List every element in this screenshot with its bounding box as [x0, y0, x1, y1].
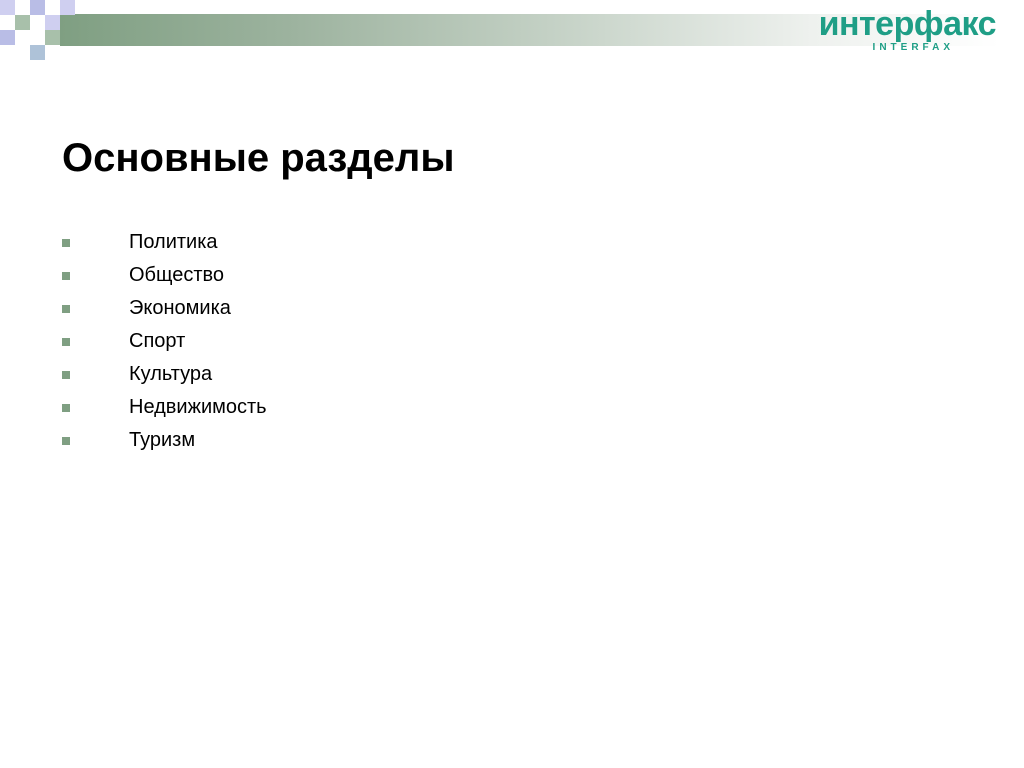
list-item	[62, 226, 267, 259]
bullet-square-icon	[62, 305, 70, 313]
list-item	[62, 424, 267, 457]
list-item	[62, 325, 267, 358]
bullet-square-icon	[62, 437, 70, 445]
list-item	[62, 391, 267, 424]
decor-square	[0, 30, 15, 45]
list-item-label: Спорт	[129, 330, 186, 352]
bullet-square-icon	[62, 239, 70, 247]
bullet-square-icon	[62, 371, 70, 379]
decor-square	[45, 30, 60, 45]
decor-square	[45, 15, 60, 30]
bullet-square-icon	[62, 272, 70, 280]
logo-main-text: интерфакс	[818, 5, 996, 43]
decor-square	[30, 45, 45, 60]
logo-sub-text: INTERFAX	[872, 42, 954, 53]
list-item	[62, 292, 267, 325]
list-item-label: Недвижимость	[129, 396, 267, 418]
slide-title: Основные разделы	[62, 136, 455, 180]
list-item-label: Туризм	[129, 429, 196, 451]
section-list	[62, 226, 267, 457]
bullet-square-icon	[62, 404, 70, 412]
decor-square	[30, 0, 45, 15]
list-item-label: Культура	[129, 363, 213, 385]
list-item-label: Политика	[129, 231, 218, 253]
bullet-square-icon	[62, 338, 70, 346]
decor-square	[0, 0, 15, 15]
list-item-label: Экономика	[129, 297, 231, 319]
list-item-label: Общество	[129, 264, 225, 286]
decor-square	[60, 0, 75, 15]
list-item	[62, 358, 267, 391]
list-item	[62, 259, 267, 292]
decor-square	[15, 15, 30, 30]
interfax-logo	[806, 2, 996, 58]
